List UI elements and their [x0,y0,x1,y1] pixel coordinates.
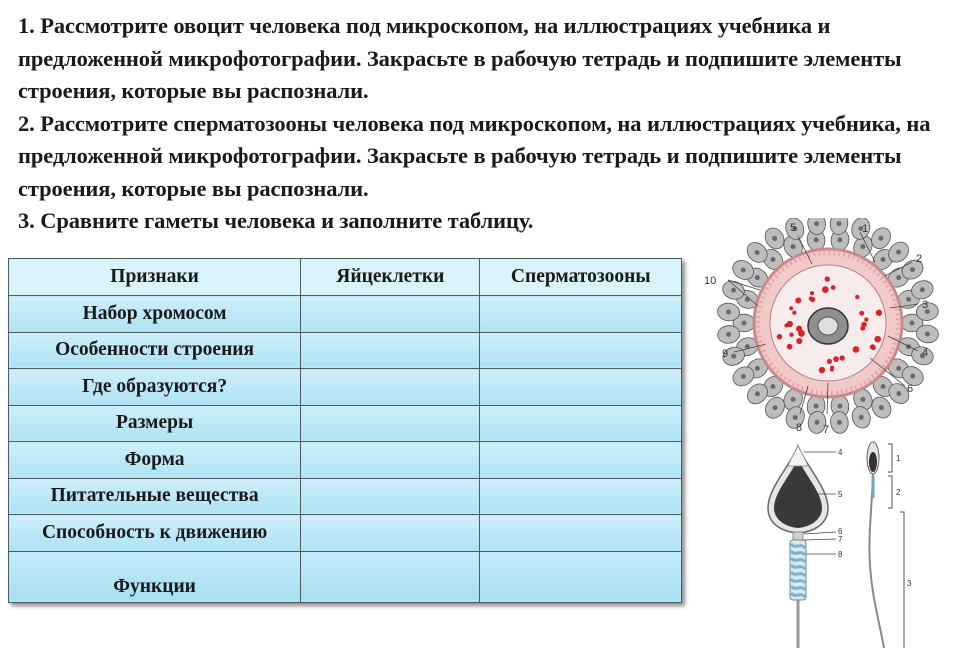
follicle-cell-nucleus [741,267,746,272]
sperm-cell[interactable] [480,296,682,333]
oocyte-label-8: 8 [796,422,803,434]
follicle-cell-nucleus [859,415,864,420]
sperm-neck [793,532,803,540]
sperm-cell[interactable] [480,332,682,369]
oocyte-label-6: 6 [907,383,914,395]
oocyte-label-3: 3 [922,299,929,311]
granule [855,295,859,299]
table-row [9,551,682,602]
table-header-row [9,259,682,296]
egg-cell[interactable] [301,478,480,515]
granule [789,332,793,336]
task-1: 1. Рассмотрите овоцит человека под микроскопом, на иллюстрациях учебника и предложенной микрофотографии. Закрасьте в рабочую тетрадь и подпишите элементы строения, которые вы распознали. [18,13,902,103]
granule [789,306,793,310]
task-text [18,10,948,238]
follicle-cell-nucleus [770,257,775,262]
granule [810,291,814,295]
granule [777,334,782,339]
sperm-brackets [888,444,904,648]
follicle-cell-nucleus [755,366,760,371]
follicle-cell-nucleus [837,404,842,409]
oocyte-label-7: 7 [823,424,830,436]
follicle-cell-nucleus [814,221,819,226]
granule [853,346,860,353]
sperm-cell[interactable] [480,515,682,552]
sperm-label-5: 5 [838,490,843,499]
granule [787,344,793,350]
granule [874,336,881,343]
row-label: Где образуются? [9,369,301,406]
follicle-cell-nucleus [742,321,747,326]
header-sperm: Сперматозооны [480,259,682,296]
egg-cell[interactable] [301,369,480,406]
sperm-label-7: 7 [838,535,843,544]
table-row [9,332,682,369]
granule [876,310,882,316]
oocyte-label-4: 4 [922,347,929,359]
bracket-label-2: 2 [896,488,901,497]
egg-cell[interactable] [301,332,480,369]
follicle-cell-nucleus [815,420,820,425]
sperm-midpiece [790,540,806,600]
header-features: Признаки [9,259,301,296]
sperm-label-6: 6 [838,527,843,536]
table-row [9,515,682,552]
follicle-cell-nucleus [726,332,731,337]
row-label: Особенности строения [9,332,301,369]
follicle-cell-nucleus [881,384,886,389]
row-label: Функции [9,551,301,602]
sperm-cell[interactable] [480,369,682,406]
granule [822,286,829,293]
granule [795,298,801,304]
table-row [9,296,682,333]
follicle-cell-nucleus [772,405,777,410]
granule [839,355,844,360]
follicle-cell-nucleus [755,250,760,255]
sperm-label-8: 8 [838,550,843,559]
granule [825,276,830,281]
follicle-cell-nucleus [837,237,842,242]
oocyte-label-5: 5 [790,222,797,234]
sperm-illustration [760,436,920,648]
follicle-cell-nucleus [814,404,819,409]
task-2: 2. Рассмотрите сперматозооны человека под микроскопом, на иллюстрациях учебника, на предложенной микрофотографии. Закрасьте в рабочую тетрадь и подпишите элементы строения, которые вы распознали. [18,110,931,201]
follicle-cell-nucleus [814,237,819,242]
sperm-cell[interactable] [480,478,682,515]
granule [864,317,868,321]
follicle-cell-nucleus [755,275,760,280]
follicle-cell-nucleus [896,366,901,371]
follicle-cell-nucleus [910,374,915,379]
nucleolus [818,317,838,335]
follicle-cell-nucleus [881,257,886,262]
granule [792,311,796,315]
follicle-cell-nucleus [837,420,842,425]
follicle-cell-nucleus [791,244,796,249]
follicle-cell-nucleus [836,221,841,226]
table-row [9,442,682,479]
egg-cell[interactable] [301,442,480,479]
granule [830,368,834,372]
oocyte-illustration [700,218,950,440]
row-label: Способность к движению [9,515,301,552]
follicle-cell-nucleus [906,297,911,302]
follicle-cell-nucleus [745,297,750,302]
table-row [9,478,682,515]
row-label: Форма [9,442,301,479]
sperm-cell[interactable] [480,442,682,479]
follicle-cell-nucleus [860,244,865,249]
egg-cell[interactable] [301,515,480,552]
follicle-cell-nucleus [920,287,925,292]
gamete-comparison-table [8,258,682,603]
table-row [9,369,682,406]
follicle-cell-nucleus [896,250,901,255]
small-sperm-tail [869,474,884,648]
granule [859,311,864,316]
granule [871,346,875,350]
granule [796,326,802,332]
egg-cell[interactable] [301,405,480,442]
oocyte-label-2: 2 [916,253,923,265]
header-eggs: Яйцеклетки [301,259,480,296]
follicle-cell-nucleus [791,397,796,402]
oocyte-label-1: 1 [862,223,869,235]
follicle-cell-nucleus [910,267,915,272]
row-label: Размеры [9,405,301,442]
follicle-cell-nucleus [731,354,736,359]
follicle-cell-nucleus [879,236,884,241]
follicle-cell-nucleus [925,331,930,336]
granule [827,359,832,364]
small-sperm-nucleus [869,452,877,472]
follicle-cell-nucleus [755,391,760,396]
granule [809,296,813,300]
follicle-cell-nucleus [772,236,777,241]
granule [831,285,836,290]
granule [819,367,825,373]
follicle-cell-nucleus [910,321,915,326]
sperm-label-4: 4 [838,448,843,457]
bracket-label-3: 3 [907,579,912,588]
egg-cell[interactable] [301,296,480,333]
follicle-cell-nucleus [896,275,901,280]
granule [787,321,793,327]
row-label: Питательные вещества [9,478,301,515]
sperm-cell[interactable] [480,405,682,442]
granule [833,356,839,362]
table-row [9,405,682,442]
granule [861,322,866,327]
follicle-cell-nucleus [741,374,746,379]
oocyte-label-9: 9 [722,348,729,360]
oocyte-label-10: 10 [704,275,717,287]
sperm-cell[interactable] [480,551,682,602]
bracket-label-1: 1 [896,454,901,463]
follicle-cell-nucleus [896,391,901,396]
acrosome [788,446,808,466]
follicle-cell-nucleus [793,415,798,420]
row-label: Набор хромосом [9,296,301,333]
follicle-cell-nucleus [860,397,865,402]
sperm-nucleus [774,458,822,528]
follicle-cell-nucleus [731,288,736,293]
egg-cell[interactable] [301,551,480,602]
follicle-cell-nucleus [726,310,731,315]
follicle-cell-nucleus [879,405,884,410]
granule [796,338,802,344]
follicle-cell-nucleus [770,384,775,389]
task-3: 3. Сравните гаметы человека и заполните таблицу. [18,208,534,233]
